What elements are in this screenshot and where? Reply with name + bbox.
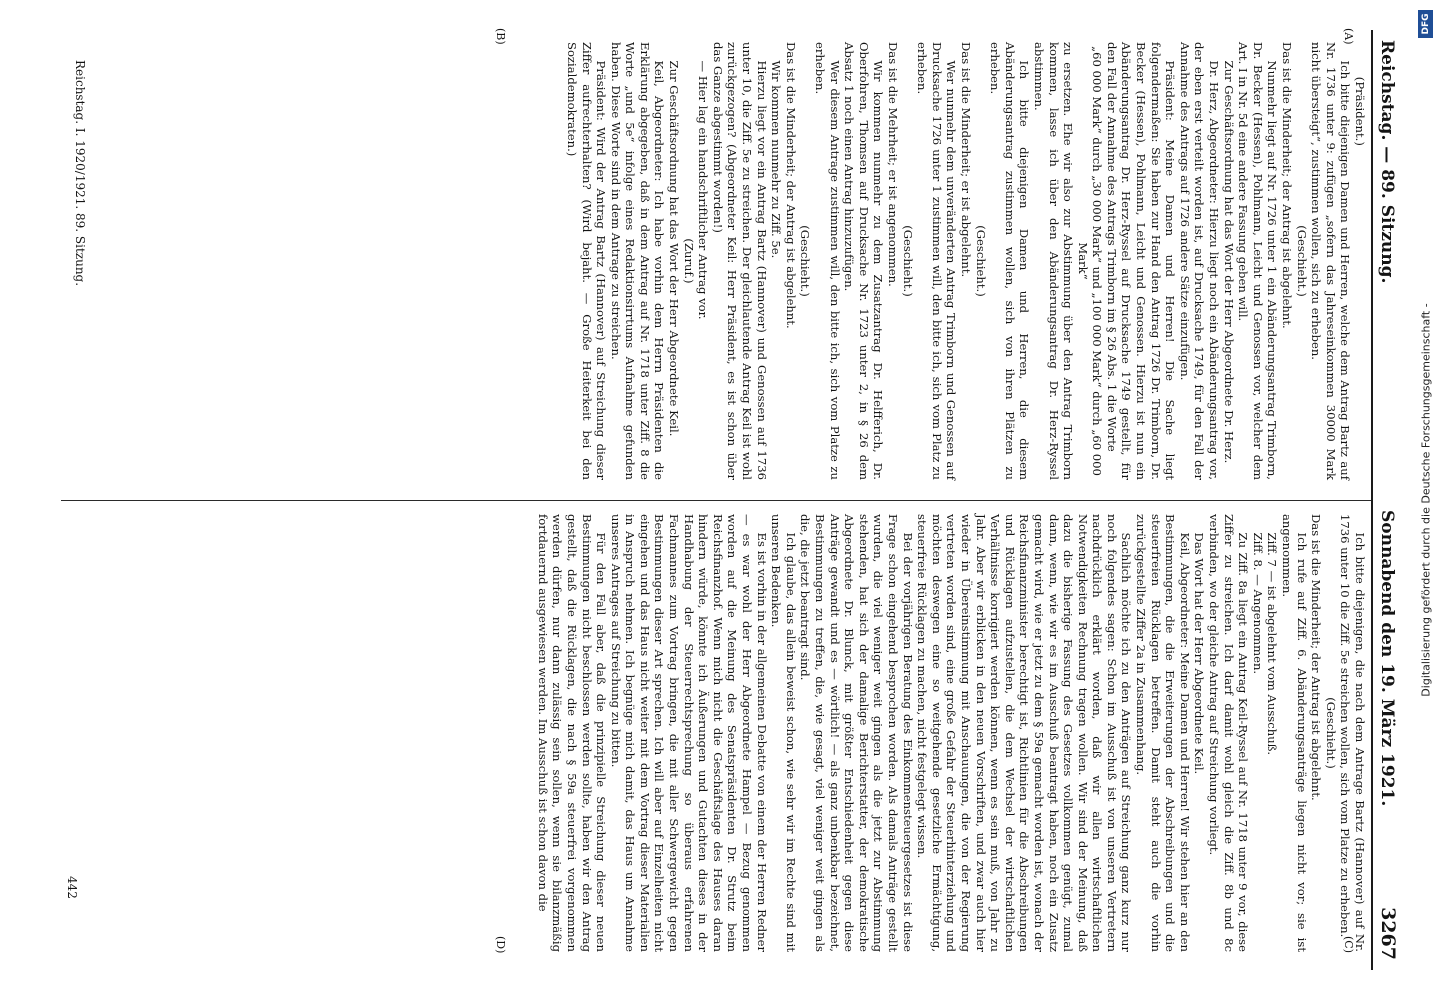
paragraph: (Zuruf.) xyxy=(681,238,696,284)
paragraph: Ziff. 7 — ist abgelehnt vom Ausschuß. xyxy=(1265,532,1280,756)
margin-marker-c: (C) xyxy=(1342,936,1355,953)
paragraph: Dr. Herz, Abgeordneter: Hierzu liegt noch ein Abänderungsantrag vor, der eben erst verteilt worden ist, auf Drucksache 1749, für den Fall der Annahme des Antrags auf 1726 andere Sätze einzufügen. xyxy=(1177,42,1222,480)
header-left: Reichstag. — 89. Sitzung. xyxy=(1377,40,1397,284)
margin-marker-b: (B) xyxy=(494,28,507,45)
paragraph: Das Wort hat der Herr Abgeordnete Keil. xyxy=(1192,532,1207,775)
footer-source: Reichstag. I. 1920/1921. 89. Sitzung. xyxy=(73,60,87,287)
paragraph: Das ist die Minderheit; der Antrag ist abgelehnt. xyxy=(783,42,798,329)
paragraph: Keil, Abgeordneter: Ich habe vorhin dem Herrn Präsidenten die Erklärung abgegeben, daß in dem Antrag auf Nr. 1718 unter Ziff. 8 die Worte „und 5e“ infolge eines Redaktionsirrtums Aufnahme gefunden haben. Diese Worte sind in dem Antrage zu streichen. xyxy=(608,42,667,480)
margin-marker-d: (D) xyxy=(494,936,507,954)
paragraph: Wir kommen nunmehr zu dem Zusatzantrag Dr. Helfferich, Dr. Oberfohren, Thomsen auf Drucksache Nr. 1723 unter 2, in § 26 dem Absatz 1 noch einen Antrag hinzuzufügen. xyxy=(842,42,886,480)
paragraph: Das ist die Minderheit; der Antrag ist abgelehnt. xyxy=(1309,514,1324,801)
paragraph: Ich glaube, das allein beweist schon, wie sehr wir im Rechte sind mit unseren Bedenken. xyxy=(769,514,798,952)
paragraph: (Geschieht.) xyxy=(900,225,915,297)
footer-number: 442 xyxy=(65,876,79,899)
paragraph: (Präsident.) xyxy=(1353,76,1367,146)
page-number: 3267 xyxy=(1377,907,1399,960)
paragraph: (Geschieht.) xyxy=(1294,225,1309,297)
paragraph: — Hier lag ein handschriftlicher Antrag vor. xyxy=(696,60,711,320)
paragraph: Bei der vorjährigen Beratung des Einkommensteuergesetzes ist diese Frage schon eingehend besprochen worden. Als damals Anträge gestellt wurden, die viel weniger weit gingen als die jetzt zur Abstimmung stehenden, hat sich der damalige Berichterstatter, der demokratische Abgeordnete Dr. Blunck, mit größter Entschiedenheit gegen diese Anträge gewandt und es — wörtlich! — als ganz unbenkbar bezeichnet, Bestimmungen zu treffen, die, wie gesagt, viel weniger weit gingen als die, die jetzt beantragt sind. xyxy=(798,514,915,952)
margin-marker-a: (A) xyxy=(1342,28,1355,45)
header-date: Sonnabend den 19. März 1921. xyxy=(1377,510,1397,807)
paragraph: (Geschieht.) xyxy=(973,225,988,297)
paragraph: zu ersetzen. Ehe wir also zur Abstimmung über den Antrag Trimborn kommen, lasse ich über den Abänderungsantrag Dr. Herz-Ryssel abstimmen. xyxy=(1031,42,1076,480)
paragraph: Sachlich möchte ich zu den Anträgen auf Streichung ganz kurz nur noch folgendes sagen: Schon im Ausschuß ist von unseren Vertretern nachdrücklich erklärt worden, daß wir allen wirtschaftlichen Notwendigkeiten Rechnung tragen wollen. Wir sind der Meinung, daß dazu die bisherige Fassung des Gesetzes vollkommen genügt, zumal dann, wenn, wie wir es im Ausschuß beantragt haben, noch ein Zusatz gemacht wird, wie er jetzt zu dem § 59a gemacht worden ist, wonach der Reichsfinanzminister berechtigt ist, Richtlinien für die Abschreibungen und Rücklagen aufzustellen, die dem Wechsel der wirtschaftlichen Verhältnisse korrigiert werden können, wenn es sein muß, von Jahr zu Jahr. Aber wir erblicken in den neuen Vorschriften, und zwar auch hier wieder in Übereinstimmung mit Anschauungen, die von der Regierung vertreten worden sind, eine große Gefahr der Steuerhinterziehung und möchten deswegen eine so weitgehende gesetzliche Ermächtigung, steuerfreie Rücklagen zu machen, nicht festgelegt wissen. xyxy=(915,514,1134,952)
right-column xyxy=(535,514,1367,952)
paragraph: Ich bitte diejenigen Damen und Herren, welche dem Antrag Bartz auf Nr. 1736 unter 9: zufügen „sofern das Jahreseinkommen 30000 Mark nicht übersteigt“, zustimmen wollen, sich zu erheben. xyxy=(1309,42,1353,480)
scanned-page xyxy=(27,30,1407,970)
paragraph: Ich bitte diejenigen Damen und Herren, die diesem Abänderungsantrag zustimmen wollen, sich von ihren Plätzen zu erheben. xyxy=(988,42,1032,480)
dfg-logo xyxy=(1418,10,1433,38)
paragraph: Zur Geschäftsordnung hat das Wort der Herr Abgeordnete Dr. Herz. xyxy=(1221,60,1236,464)
paragraph: Zu Ziff. 8a liegt ein Antrag Keil-Ryssel auf Nr. 1718 unter 9 vor, diese Ziffer zu streichen. Ich darf damit wohl gleich die Ziff. 8b und 8c verbinden, wo der gleiche Antrag auf Streichung vorliegt. xyxy=(1207,514,1251,952)
paragraph: Das ist die Minderheit; er ist abgelehnt. xyxy=(958,42,973,278)
column-divider xyxy=(61,500,1371,501)
paragraph: (Geschieht.) xyxy=(1323,697,1338,769)
paragraph: Keil, Abgeordneter: Meine Damen und Herren! Wir stehen hier an den Bestimmungen, die die Erweiterungen der Abschreibungen und die steuerfreien Rücklagen betreffen. Damit steht auch die vorhin zurückgestellte Ziffer 2a in Zusammenhang. xyxy=(1134,514,1192,952)
paragraph: Für den Fall aber, daß die prinzipielle Streichung dieser neuen Bestimmungen nicht beschlossen werden sollte, haben wir den Antrag gestellt, daß die Rücklagen, die nach § 59a steuerfrei vorgenommen werden dürfen, nur dann zulässig sein sollen, wenn sie bilanzmäßig fortdauernd ausgewiesen werden. Im Ausschuß ist schon davon die xyxy=(535,514,609,952)
paragraph: Präsident: Wird der Antrag Bartz (Hannover) auf Streichung dieser Ziffer aufrechterhalten? (Wird bejaht. — Große Heiterkeit bei den Sozialdemokraten.) xyxy=(564,42,609,480)
paragraph: Zur Geschäftsordnung hat das Wort der Herr Abgeordnete Keil. xyxy=(667,60,682,437)
header-rule xyxy=(1371,30,1373,970)
paragraph: Das ist die Mehrheit; er ist angenommen. xyxy=(886,42,900,287)
paragraph: „60 000 Mark“ durch „30 000 Mark“ und „100 000 Mark“ durch „60 000 Mark“ xyxy=(1075,46,1105,476)
paragraph: Es ist vorhin in der allgemeinen Debatte von einem der Herren Redner — es war wohl der Herr Abgeordnete Hampel — Bezug genommen worden auf die Meinung des Senatspräsidenten Dr. Strutz beim Reichsfinanzhof. Wenn mich nicht die Geschäftslage des Hauses daran hindern würde, könnte ich Äußerungen und Gutachten dieses in der Handhabung der Steuerrechtsprechung so überaus erfahrenen Fachmannes zum Vortrag bringen, die mit aller Schwergewicht gegen Bestimmungen dieser Art sprechen. Ich will aber auf Einzelheiten nicht eingehen und das Haus nicht weiter mit dem Vortrag dieser Materialien in Anspruch nehmen. Ich begnüge mich damit, das Haus um Annahme unseres Antrages auf Streichung zu bitten. xyxy=(608,514,769,952)
paragraph: (Geschieht.) xyxy=(798,225,813,297)
paragraph: Hierzu liegt vor ein Antrag Bartz (Hannover) und Genossen auf 1736 unter 10, die Ziff. 5e zu streichen. Der gleichlautende Antrag Keil ist wohl zurückgezogen? (Abgeordneter Keil: Herr Präsident, es ist schon über das Ganze abgestimmt worden!) xyxy=(710,42,769,480)
watermark-text: Digitalisierung gefördert durch die Deutsche Forschungsgemeinschaft - xyxy=(1419,303,1433,697)
paragraph: Wer diesem Antrage zustimmen will, den bitte ich, sich vom Platze zu erheben. xyxy=(813,42,842,480)
page-header xyxy=(1373,40,1403,960)
paragraph: Wer nunmehr dem unveränderten Antrag Trimborn und Genossen auf Drucksache 1726 unter 1 zustimmen will, den bitte ich, sich vom Platz zu erheben. xyxy=(915,42,959,480)
left-column xyxy=(564,42,1367,480)
watermark-strip xyxy=(1418,10,1434,990)
paragraph: Präsident: Meine Damen und Herren! Die Sache liegt folgendermaßen: Sie haben zur Hand den Antrag 1726 Dr. Trimborn, Dr. Becker (Hessen), Pohlmann, Leicht und Genossen. Hierzu ist nun ein Abänderungsantrag Dr. Herz-Ryssel auf Drucksache 1749 gestellt, für den Fall der Annahme des Antrags Trimborn im § 26 Abs. 1 die Worte xyxy=(1104,42,1178,480)
dfg-logo-text: DFG xyxy=(1420,13,1431,35)
paragraph: Ziff. 8. — Angenommen. xyxy=(1250,532,1265,675)
paragraph: Ich bitte diejenigen, die nach dem Antrage Bartz (Hannover) auf Nr. 1736 unter 10 die Ziff. 5e streichen wollen, sich vom Platze zu erheben. xyxy=(1338,514,1367,952)
paragraph: Ich rufe auf Ziff. 6. Abänderungsanträge liegen nicht vor; sie ist angenommen. xyxy=(1280,514,1309,952)
paragraph: Das ist die Minderheit; der Antrag ist abgelehnt. xyxy=(1280,42,1295,329)
paragraph: Wir kommen nunmehr zu Ziff. 5e. xyxy=(769,60,784,259)
paragraph: Nunmehr liegt auf Nr. 1726 unter 1 ein Abänderungsantrag Trimborn, Dr. Becker (Hessen), Pohlmann, Leicht und Genossen vor, welcher dem Art. I in Nr. 5d eine andere Fassung geben will. xyxy=(1236,42,1280,480)
